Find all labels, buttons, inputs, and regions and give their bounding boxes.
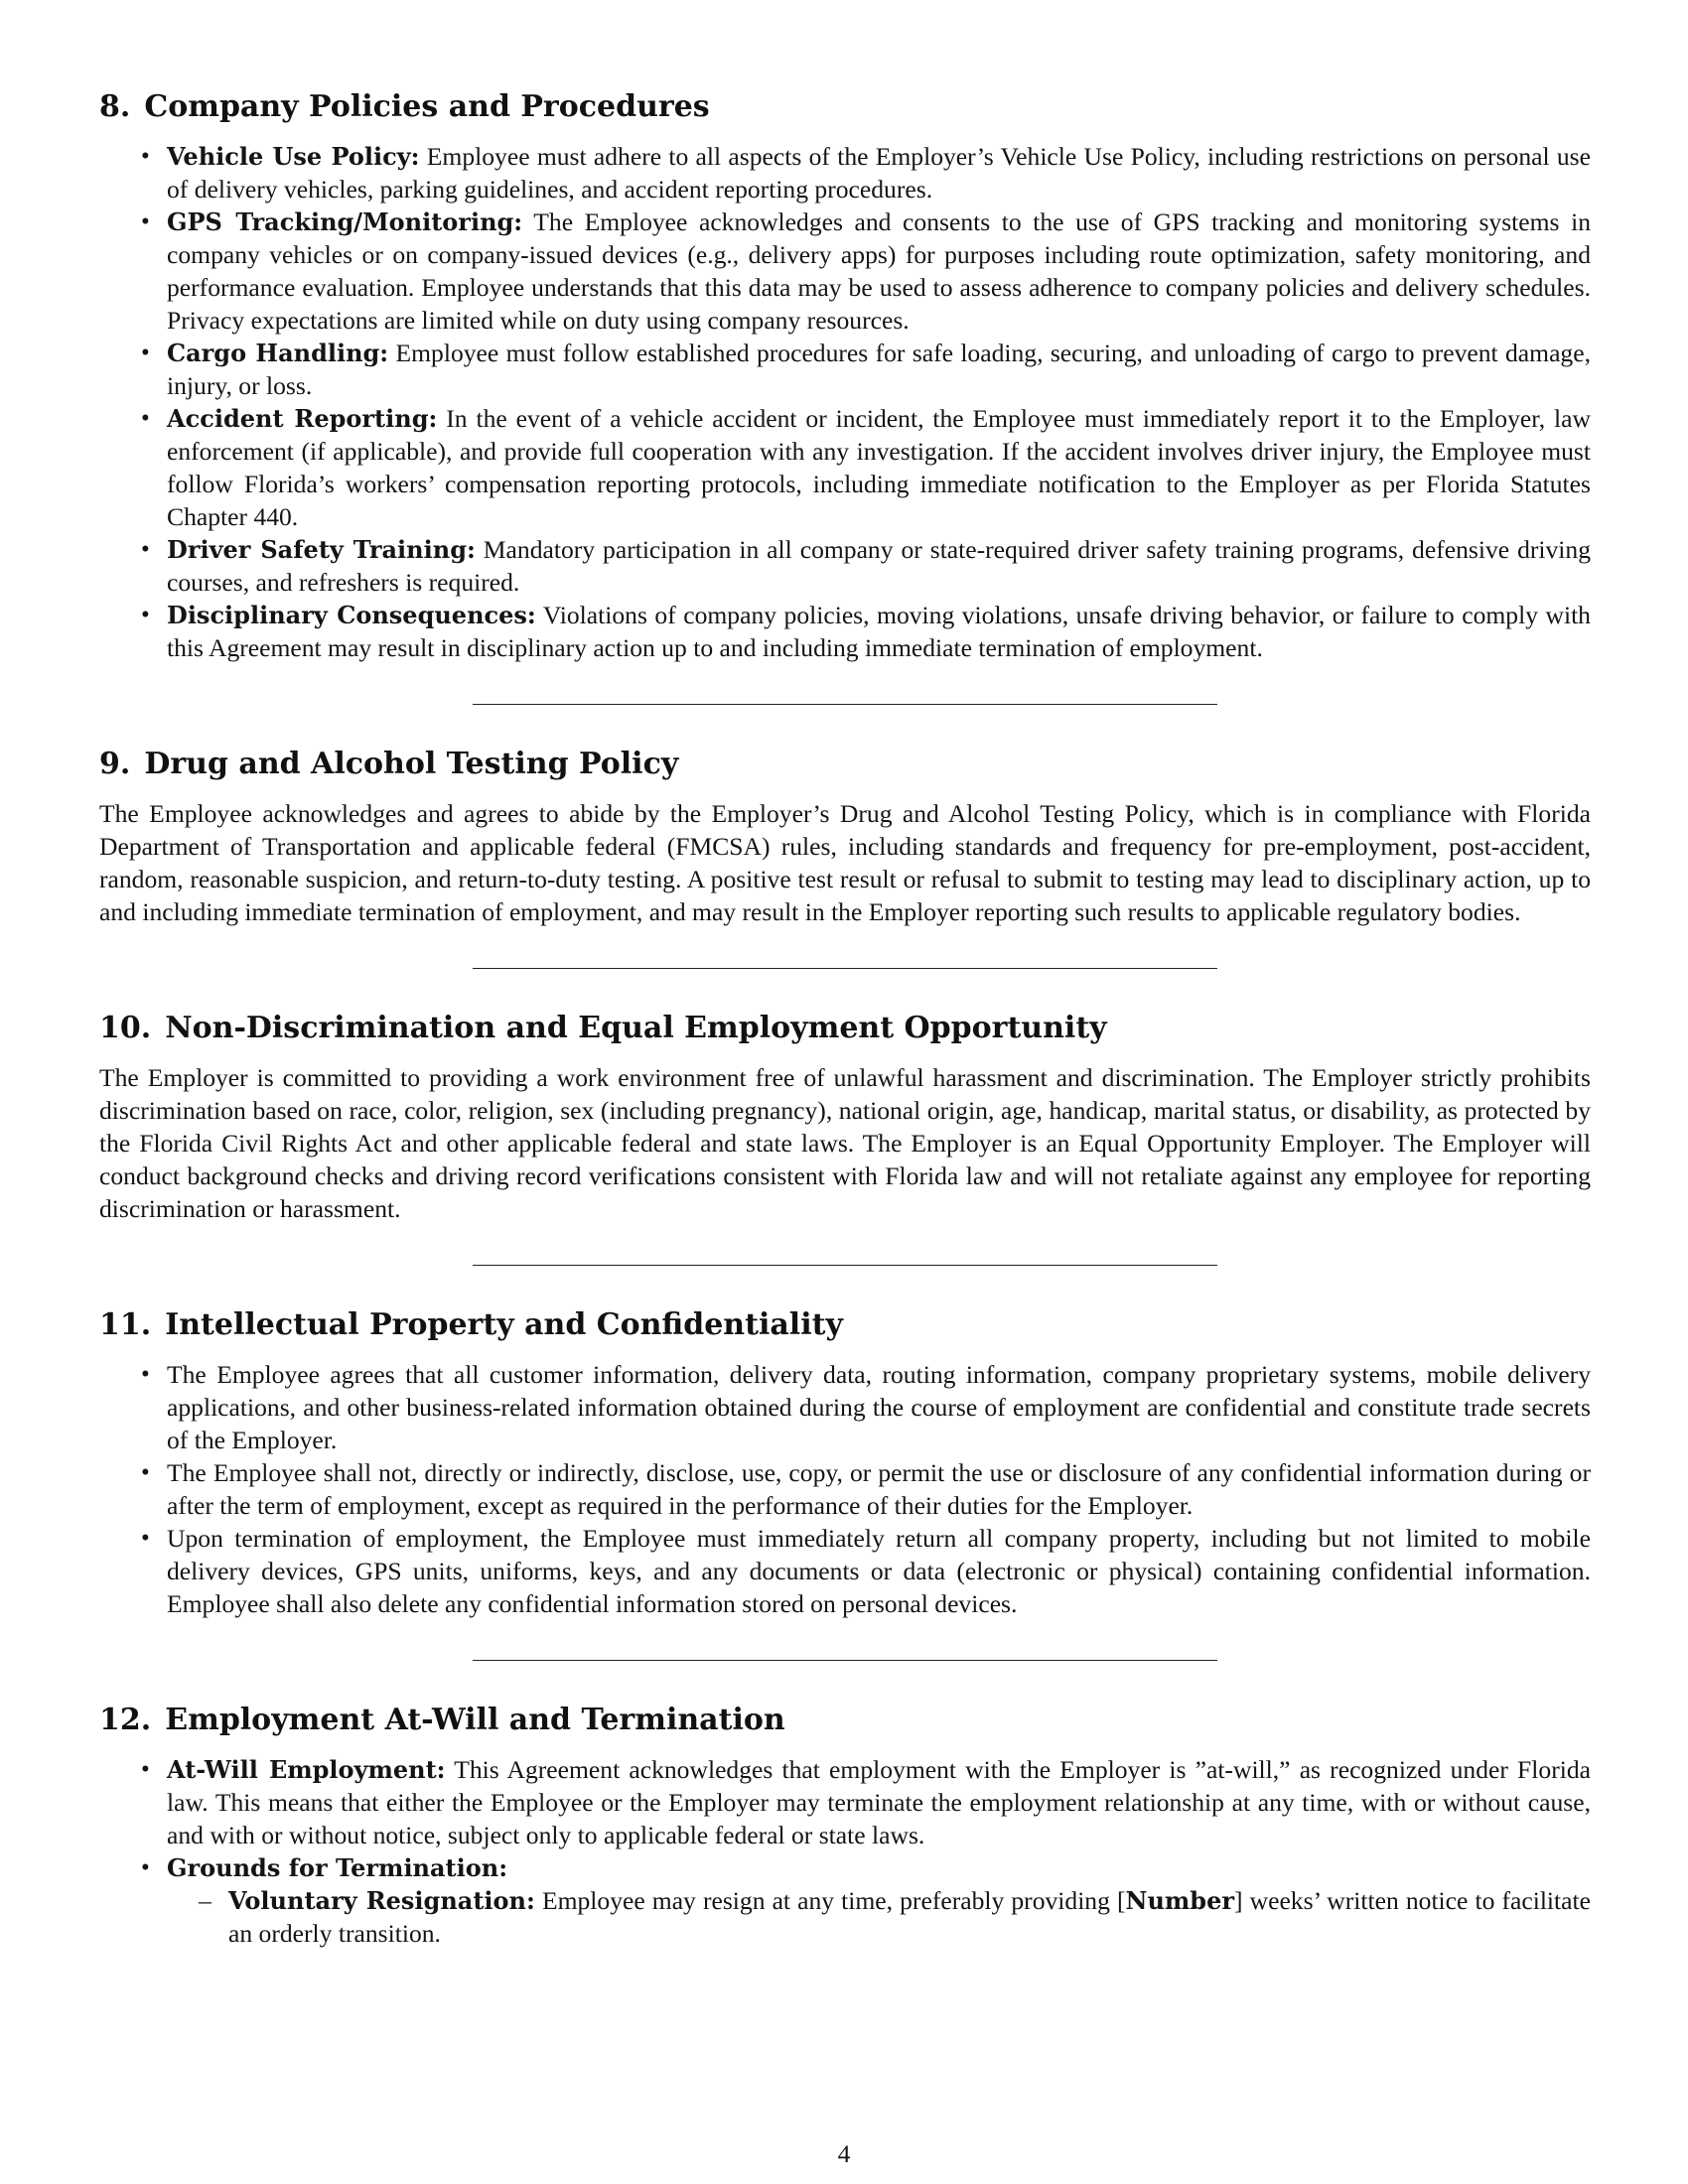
section-body: The Employee acknowledges and agrees to abide by the Employer’s Drug and Alcohol Testing Policy, which is in compliance with Florida Department of Transportation and applicable federal (FMCSA) rules, including standards and frequency for pre-employment, post-accident, random, reasonable suspicion, and return-to-duty testing. A positive test result or refusal to submit to testing may lead to disciplinary action, up to and including immediate termination of employment, and may result in the Employer reporting such results to applicable regulatory bodies. [99,799,1591,926]
list-item: • The Employee shall not, directly or indirectly, disclose, use, copy, or permit the use or disclosure of any confidential information during or after the term of employment, except as required in the performance of their duties for the Employer. [167,1456,1591,1522]
section-number: 11. [99,1307,152,1342]
section-12 [99,1701,1591,1950]
list-item [167,140,1591,205]
section-10 [99,1009,1591,1225]
section-number: 10. [99,1011,152,1045]
item-text: ] weeks’ written notice to facilitate an orderly transition. [228,1886,1591,1948]
list-item [167,533,1591,599]
item-label: Driver Safety Training: [167,535,476,564]
list-item [167,337,1591,402]
section-divider [473,704,1217,705]
section-heading [99,87,1591,127]
section-divider [473,968,1217,969]
section-divider [473,1265,1217,1266]
item-text: In the event of a vehicle accident or incident, the Employee must immediately report it to the Employer, law enforcement (if applicable), and provide full cooperation with any investigation. If the accident involves driver injury, the Employee must follow Florida’s workers’ compensation reporting protocols, including immediate notification to the Employer as per Florida Statutes Chapter 440. [167,404,1591,531]
item-label: Grounds for Termination: [167,1853,508,1882]
section-body: The Employer is committed to providing a work environment free of unlawful harassment and discrimination. The Employer strictly prohibits discrimination based on race, color, religion, sex (including pregnancy), national origin, age, handicap, marital status, or disability, as protected by the Florida Civil Rights Act and other applicable federal and state laws. The Employer is an Equal Opportunity Employer. The Employer will conduct background checks and driving record verifications consistent with Florida law and will not retaliate against any employee for reporting discrimination or harassment. [99,1063,1591,1223]
bullet-list [99,140,1591,664]
list-item [167,1851,1591,1950]
item-label: Cargo Handling: [167,339,389,367]
item-label: Vehicle Use Policy: [167,142,420,171]
section-title: Drug and Alcohol Testing Policy [144,747,679,781]
section-8 [99,87,1591,664]
item-text: Employee may resign at any time, preferably providing [ [534,1886,1126,1915]
list-item [167,1753,1591,1851]
placeholder-field: Number [1125,1886,1234,1915]
section-number: 12. [99,1703,152,1737]
section-11 [99,1305,1591,1620]
bullet-list [99,1358,1591,1620]
item-text: This Agreement acknowledges that employment with the Employer is ”at-will,” as recognized under Florida law. This means that either the Employee or the Employer may terminate the employment relationship at any time, with or without cause, and with or without notice, subject only to applicable federal or state laws. [167,1755,1591,1849]
document-page [99,87,1591,1950]
list-item [167,205,1591,337]
item-label: GPS Tracking/Monitoring: [167,207,523,236]
list-item: • The Employee agrees that all customer information, delivery data, routing information, company proprietary systems, mobile delivery applications, and other business-related information obtained during the course of employment are confidential and constitute trade secrets of the Employer. [167,1358,1591,1456]
sub-list [167,1884,1591,1950]
list-item: • Upon termination of employment, the Employee must immediately return all company property, including but not limited to mobile delivery devices, GPS units, uniforms, keys, and any documents or data (electronic or physical) containing confidential information. Employee shall also delete any confidential information stored on personal devices. [167,1522,1591,1620]
item-text: Violations of company policies, moving violations, unsafe driving behavior, or failure to comply with this Agreement may result in disciplinary action up to and including immediate termination of employment. [167,601,1591,662]
section-number: 9. [99,747,131,781]
section-9 [99,745,1591,928]
sub-list-item [228,1884,1591,1950]
item-label: Disciplinary Consequences: [167,601,536,629]
item-text: Mandatory participation in all company or state-required driver safety training programs, defensive driving courses, and refreshers is required. [167,535,1591,597]
section-heading [99,745,1591,784]
bullet-list [99,1753,1591,1950]
section-number: 8. [99,89,131,124]
item-label: At-Will Employment: [167,1755,446,1784]
item-text: The Employee acknowledges and consents to the use of GPS tracking and monitoring systems in company vehicles or on company-issued devices (e.g., delivery apps) for purposes including route optimization, safety monitoring, and performance evaluation. Employee understands that this data may be used to assess adherence to company policies and delivery schedules. Privacy expectations are limited while on duty using company resources. [167,207,1591,335]
section-heading [99,1305,1591,1345]
section-heading [99,1701,1591,1740]
section-title: Employment At-Will and Termination [165,1703,785,1737]
item-text: Employee must adhere to all aspects of the Employer’s Vehicle Use Policy, including restrictions on personal use of delivery vehicles, parking guidelines, and accident reporting procedures. [167,142,1591,204]
section-divider [473,1660,1217,1661]
section-title: Company Policies and Procedures [144,89,710,124]
item-label: Voluntary Resignation: [228,1886,535,1915]
page-number: 4 [837,2139,851,2168]
list-item [167,599,1591,664]
section-heading [99,1009,1591,1048]
section-title: Non-Discrimination and Equal Employment Opportunity [165,1011,1107,1045]
item-label: Accident Reporting: [167,404,438,433]
item-text: Employee must follow established procedures for safe loading, securing, and unloading of cargo to prevent damage, injury, or loss. [167,339,1591,400]
section-title: Intellectual Property and Confidentiality [165,1307,843,1342]
list-item [167,402,1591,533]
